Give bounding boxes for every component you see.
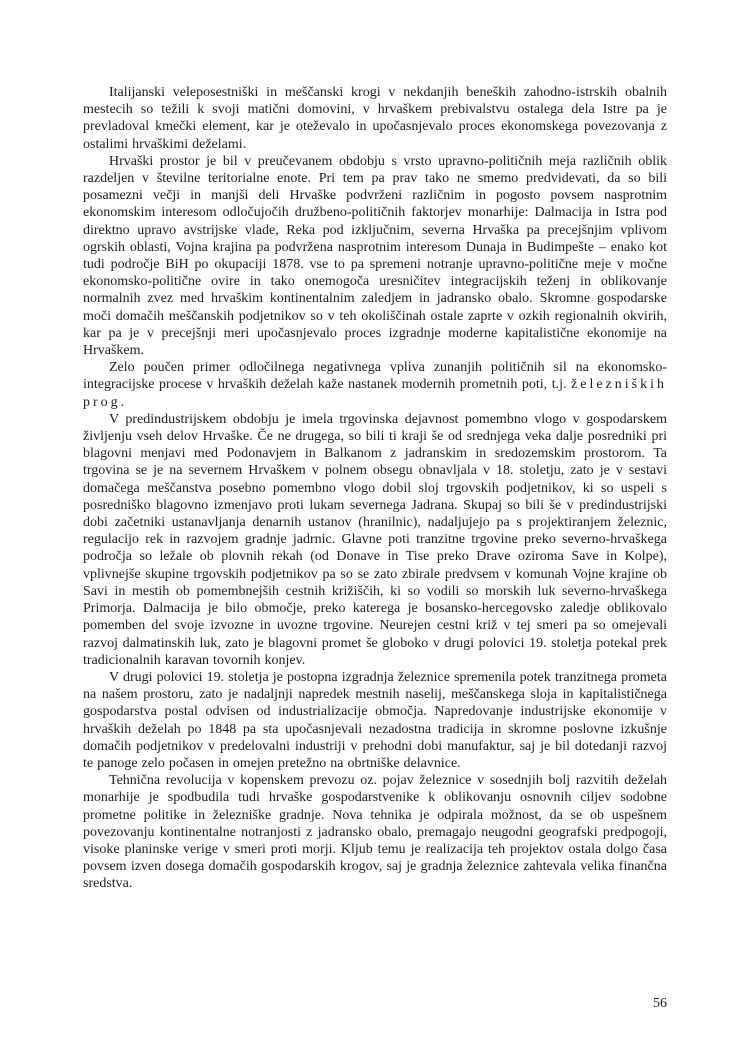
page-number: 56 xyxy=(653,996,667,1011)
emphasized-spaced-text: železniških prog. xyxy=(83,377,667,410)
text-block xyxy=(83,84,667,893)
paragraph-2: Hrvaški prostor je bil v preučevanem obdobju s vrsto upravno-političnih meja različnih oblik razdeljen v številne teritorialne enote. Pri tem pa prav tako ne smemo predvidevati, da so bili posamezni večji in manjši deli Hrvaške podvrženi različnim in pogosto povsem nasprotnim ekonomskim interesom odločujočih družbeno-političnih faktorjev monarhije: Dalmacija in Istra pod direktno upravo avstrijske vlade, Reka pod izključnim, severna Hrvaška pa precejšnjim vplivom ogrskih oblasti, Vojna krajina pa podvržena nasprotnim interesom Dunaja in Budimpešte – enako kot tudi področje BiH po okupaciji 1878. vse to pa spremeni notranje upravno-politične meje v močne ekonomsko-politične ovire in tako onemogoča uresničitev integracijskih teženj in oblikovanje normalnih zvez med hrvaškim kontinentalnim zaledjem in jadransko obalo. Skromne gospodarske moči domačih meščanskih podjetnikov so v teh okoliščinah ostale zaprte v ozkih regionalnih okvirih, kar pa je v precejšnji meri upočasnjevalo proces izgradnje moderne kapitalistične ekonomije na Hrvaškem. xyxy=(83,153,667,359)
paragraph-3 xyxy=(83,359,667,411)
paragraph-5: V drugi polovici 19. stoletja je postopna izgradnja železnice spremenila potek tranzitnega prometa na našem prostoru, zato je nadaljnji napredek mestnih naselij, meščanskega sloja in kapitalističnega gospodarstva postal odvisen od industrializacije območja. Napredovanje industrijske ekonomije v hrvaških deželah po 1848 pa sta upočasnjevali nezadostna tradicija in skromne poslovne izkušnje domačih podjetnikov v predelovalni industriji v prehodni dobi manufaktur, saj je bil dotedanji razvoj te panoge zelo počasen in omejen pretežno na obrtniške delavnice. xyxy=(83,669,667,771)
paragraph-6: Tehnična revolucija v kopenskem prevozu oz. pojav železnice v sosednjih bolj razvitih deželah monarhije je spodbudila tudi hrvaške gospodarstvenike k oblikovanju osnovnih ciljev sodobne prometne politike in železniške gradnje. Nova tehnika je odpirala možnost, da se ob uspešnem povezovanju kontinentalne notranjosti z jadransko obalo, premagajo neugodni geografski predpogoji, visoke planinske verige v smeri proti morji. Kljub temu je realizacija teh projektov ostala dolgo časa povsem izven dosega domačih gospodarskih krogov, saj je gradnja železnice zahtevala velika finančna sredstva. xyxy=(83,773,667,892)
paragraph-1: Italijanski veleposestniški in meščanski krogi v nekdanjih beneških zahodno-istrskih obalnih mestecih so težili k svoji matični domovini, v hrvaškem prebivalstvu ostalega dela Istre pa je prevladoval kmečki element, kar je oteževalo in upočasnjevalo proces ekonomskega povezovanja z ostalimi hrvaškimi deželami. xyxy=(83,85,667,152)
paragraph-4: V predindustrijskem obdobju je imela trgovinska dejavnost pomembno vlogo v gospodarskem življenju vseh delov Hrvaške. Če ne drugega, so bili ti kraji še od srednjega veka dalje posredniki pri blagovni menjavi med Podonavjem in Balkanom z jadranskim in sredozemskim prostorom. Ta trgovina se je na severnem Hrvaškem v polnem obsegu obnavljala v 18. stoletju, zato je v sestavi domačega meščanstva posebno pomembno vlogo dobil sloj trgovskih podjetnikov, ki so uspeli s posredniško blagovno izmenjavo proti lukam severnega Jadrana. Skupaj so bili še v predindustrijski dobi začetniki ustanavljanja denarnih ustanov (hranilnic), nadaljujejo pa s projektiranjem železnic, regulacijo rek in razvojem gradnje jadrnic. Glavne poti tranzitne trgovine preko severno-hrvaškega področja so ležale ob plovnih rekah (od Donave in Tise preko Drave oziroma Save in Kolpe), vplivnejše skupine trgovskih podjetnikov pa so se zato zbirale predvsem v komunah Vojne krajine ob Savi in mestih ob pomembnejših cestnih križiščih, ki so vodili so morskih luk severno-hrvaškega Primorja. Dalmacija je bilo območje, preko katerega je bosansko-hercegovsko zaledje oblikovalo pomemben del svoje izvozne in uvozne trgovine. Neurejen cestni križ v tej smeri pa so omejevali razvoj dalmatinskih luk, zato je blagovni promet še globoko v drugi polovici 19. stoletja potekal prek tradicionalnih karavan tovornih konjev. xyxy=(83,411,667,668)
paragraph-3-lead: Zelo poučen primer odločilnega negativnega vpliva zunanjih političnih sil na ekonomsko-integracijske procese v hrvaških deželah kaže nastanek modernih prometnih poti, t.j. xyxy=(83,360,667,393)
